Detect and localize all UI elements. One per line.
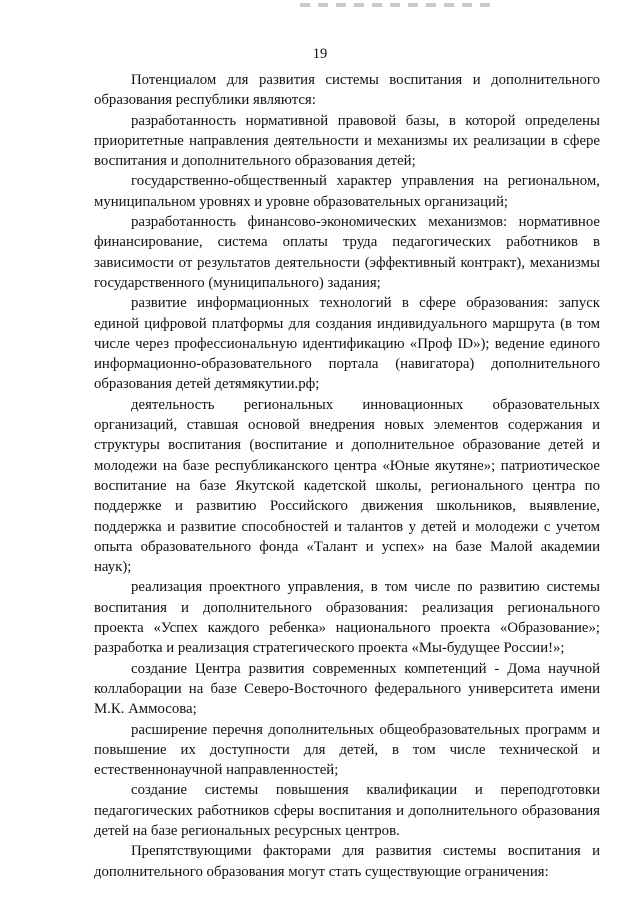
paragraph-program-expansion: расширение перечня дополнительных общеобразовательных программ и повышение их доступности для детей, в том числе технической и естественнонаучной направленностей; bbox=[94, 721, 600, 779]
paragraph-governance: государственно-общественный характер управления на региональном, муниципальном уровнях и уровне образовательных организаций; bbox=[94, 173, 600, 210]
paragraph-qualification-system: создание системы повышения квалификации и переподготовки педагогических работников сферы воспитания и дополнительного образования детей на базе региональных ресурсных центров. bbox=[94, 782, 600, 839]
paragraph-regulatory-base: разработанность нормативной правовой базы, в которой определены приоритетные направления деятельности и механизмы их реализации в сфере воспитания и дополнительного образования детей; bbox=[94, 112, 600, 170]
paragraph-financial-mechanisms: разработанность финансово-экономических механизмов: нормативное финансирование, система оплаты труда педагогических работников в зависимости от результатов деятельности (эффективный контракт), механизмы государственного (муниципального) задания; bbox=[94, 214, 600, 291]
body-text bbox=[94, 70, 600, 882]
paragraph-competence-center: создание Центра развития современных компетенций - Дома научной коллаборации на базе Северо-Восточного федерального университета имени М.К. Аммосова; bbox=[94, 660, 600, 718]
paragraph-innovative-organizations: деятельность региональных инновационных образовательных организаций, ставшая основой внедрения новых элементов содержания и структуры воспитания (воспитание и дополнительное образование детей и молодежи на базе республиканского центра «Юные якутяне»; патриотическое воспитание на базе Якутской кадетской школы, регионального центра по поддержке и развитию Российского движения школьников, выявление, поддержка и развитие способностей и талантов у детей и молодежи с учетом опыта образовательного фонда «Талант и успех» на базе Малой академии наук); bbox=[94, 396, 600, 576]
page-number: 19 bbox=[312, 46, 328, 62]
paragraph-potential-intro: Потенциалом для развития системы воспитания и дополнительного образования республики являются: bbox=[94, 72, 600, 109]
paragraph-project-management: реализация проектного управления, в том числе по развитию системы воспитания и дополнительного образования: реализация регионального проекта «Успех каждого ребенка» национального проекта «Образование»; разработка и реализация стратегического проекта «Мы-будущее России!»; bbox=[94, 579, 600, 657]
paragraph-information-technologies: развитие информационных технологий в сфере образования: запуск единой цифровой платформы для создания индивидуального маршрута (в том числе через профессиональную идентификацию «Проф ID»); ведение единого информационно-образовательного портала (навигатора) дополнительного образования детей детямякутии.рф; bbox=[94, 295, 600, 393]
paragraph-obstacles-intro: Препятствующими факторами для развития системы воспитания и дополнительного образования могут стать существующие ограничения: bbox=[94, 843, 600, 880]
header-scan-artifact bbox=[300, 3, 490, 7]
